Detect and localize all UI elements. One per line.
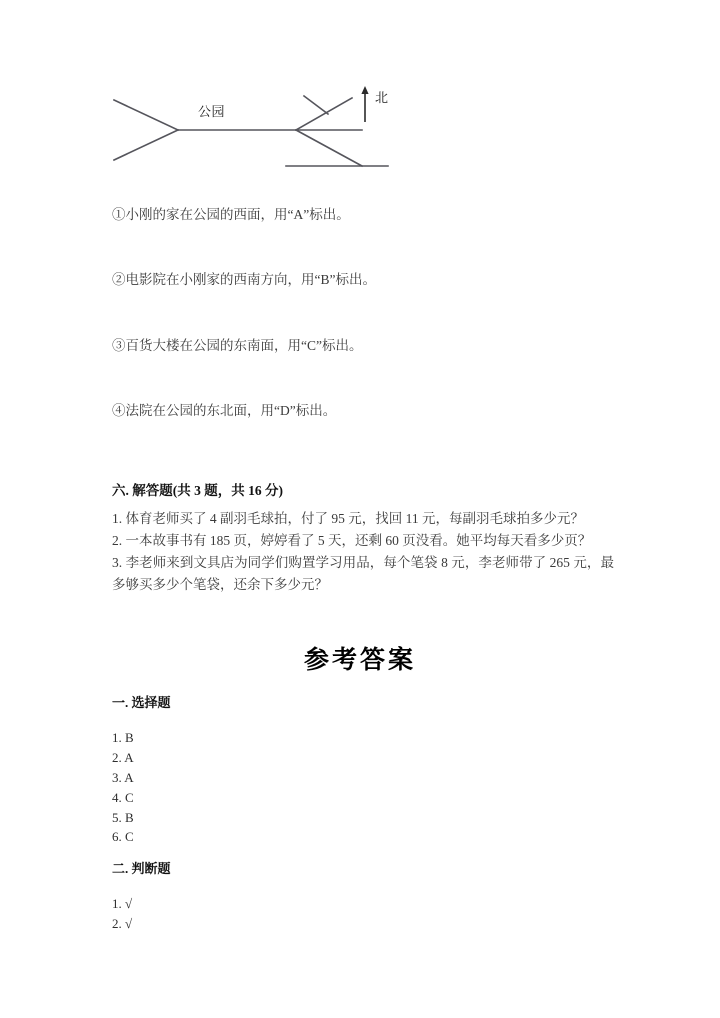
map-task-1: ①小刚的家在公园的西面，用“A”标出。 — [112, 207, 350, 222]
answer-item: 1. √ — [112, 896, 133, 911]
answer-item: 1. B — [112, 730, 134, 745]
road-map-svg — [100, 78, 420, 190]
answer-item: 4. C — [112, 789, 134, 805]
park-label: 公园 — [198, 105, 226, 120]
section-six-heading: 六. 解答题(共 3 题，共 16 分) — [112, 483, 283, 498]
answer-list-truefalse — [112, 894, 132, 934]
road-north-spur — [304, 96, 328, 114]
answer-item: 5. B — [112, 809, 134, 825]
road-southwest — [114, 130, 178, 160]
answer-key-title: 参考答案 — [303, 645, 416, 674]
north-arrow-icon — [361, 86, 368, 122]
answer-item: 2. √ — [112, 915, 133, 931]
problem-3: 3. 李老师来到文具店为同学们购置学习用品，每个笔袋 8 元，李老师带了 265 元，最多够买多少个笔袋，还余下多少元？ — [112, 554, 614, 592]
answer-item: 3. A — [112, 769, 134, 785]
road-northwest — [114, 100, 178, 130]
answer-item: 2. A — [112, 749, 134, 765]
map-task-4: ④法院在公园的东北面，用“D”标出。 — [112, 402, 337, 418]
map-task-2: ②电影院在小刚家的西南方向，用“B”标出。 — [112, 272, 376, 288]
answer-section-heading-choice: 一. 选择题 — [112, 695, 171, 710]
answer-list-choice — [112, 728, 134, 847]
park-road-diagram — [100, 78, 420, 190]
answer-section-heading-truefalse: 二. 判断题 — [112, 861, 171, 876]
map-task-list — [112, 205, 612, 421]
section-six-problem-list — [112, 508, 614, 595]
map-task-3: ③百货大楼在公园的东南面，用“C”标出。 — [112, 337, 363, 353]
answer-item: 6. C — [112, 829, 134, 845]
road-southeast — [296, 130, 362, 166]
problem-1: 1. 体育老师买了 4 副羽毛球拍，付了 95 元，找回 11 元，每副羽毛球拍多少元？ — [112, 511, 584, 526]
north-label: 北 — [375, 91, 389, 106]
road-northeast — [296, 98, 352, 130]
problem-2: 2. 一本故事书有 185 页，婷婷看了 5 天，还剩 60 页没看。她平均每天看多少页？ — [112, 532, 592, 548]
